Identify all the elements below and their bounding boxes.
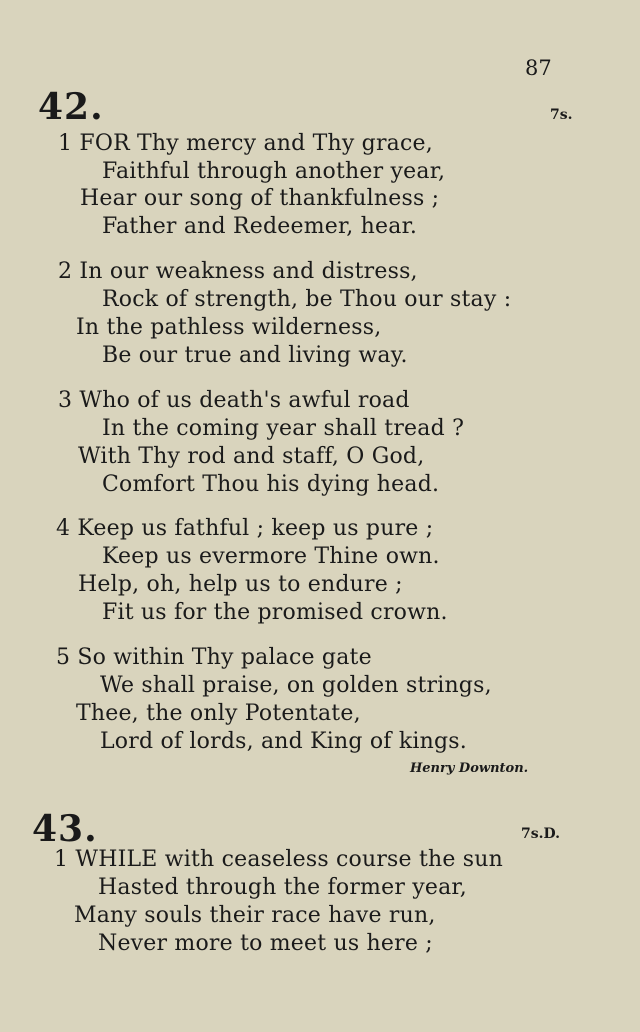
verse-line: 1 WHILE with ceaseless course the sun: [54, 847, 504, 872]
verse-line: Comfort Thou his dying head.: [102, 472, 440, 497]
verse-line: 5 So within Thy palace gate: [56, 645, 372, 670]
verse-line: Father and Redeemer, hear.: [102, 214, 418, 239]
verse-line: Help, oh, help us to endure ;: [78, 572, 403, 597]
verse-line: We shall praise, on golden strings,: [100, 673, 492, 698]
verse-line: In the pathless wilderness,: [76, 315, 382, 340]
verse-line: Hear our song of thankfulness ;: [80, 186, 440, 211]
verse-line: Lord of lords, and King of kings.: [100, 729, 467, 754]
verse-line: Fit us for the promised crown.: [102, 600, 448, 625]
verse-line: Be our true and living way.: [102, 343, 408, 368]
verse-line: 4 Keep us fathful ; keep us pure ;: [56, 516, 434, 541]
verse-line: Hasted through the former year,: [98, 875, 467, 900]
verse-line: 2 In our weakness and distress,: [58, 259, 418, 284]
verse-line: 1 FOR Thy mercy and Thy grace,: [58, 131, 433, 156]
hymn-number: 42.: [38, 86, 104, 128]
verse-line: Keep us evermore Thine own.: [102, 544, 440, 569]
verse-line: Never more to meet us here ;: [98, 931, 433, 956]
page-number: 87: [525, 56, 552, 80]
verse-line: With Thy rod and staff, O God,: [78, 444, 425, 469]
hymn-meter: 7s.D.: [521, 826, 561, 842]
verse-line: Many souls their race have run,: [74, 903, 436, 928]
verse-line: In the coming year shall tread ?: [102, 416, 465, 441]
verse-line: Faithful through another year,: [102, 159, 446, 184]
verse-line: 3 Who of us death's awful road: [58, 388, 410, 413]
hymn-author: Henry Downton.: [410, 761, 529, 776]
verse-line: Thee, the only Potentate,: [76, 701, 361, 726]
hymn-meter: 7s.: [550, 107, 573, 123]
hymn-number: 43.: [32, 808, 98, 850]
verse-line: Rock of strength, be Thou our stay :: [102, 287, 512, 312]
